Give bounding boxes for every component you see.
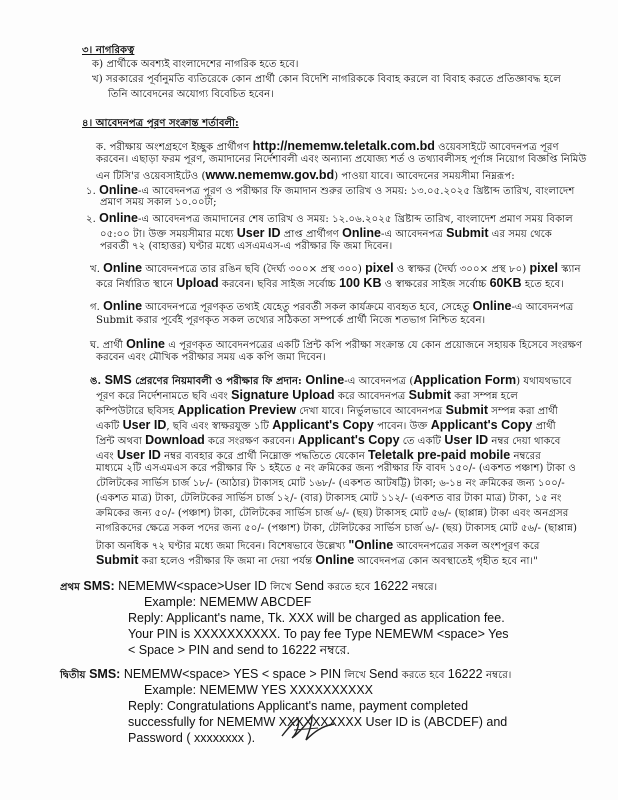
para-uo-line11: নাগরিকদের ক্ষেত্রে সকল পদের জন্য ৫০/- (পঞ্চাশ) টাকা, টেলিটকের সার্ভিস চার্জ ৬/- (ছয়) টাকাসহ মোট ৫৬/- (ছাপ্পান্ন) [96,523,577,534]
para-ka-point2: ২. Online-এ আবেদনপত্র জমাদানের শেষ তারিখ ও সময়: ১২.০৬.২০২৫ খ্রিষ্টাব্দ তারিখ, বাংলাদেশ প্রমাণ সময় বিকাল [86,211,573,225]
para-ka-point1: ১. Online-এ আবেদনপত্র পূরণ ও পরীক্ষার ফি জমাদান শুরুর তারিখ ও সময়: ১৩.০৫.২০২৫ খ্রিষ্টাব্দ তারিখ, বাংলাদেশ [86,183,575,197]
sms1-line1: প্রথম SMS: NEMEMW<space>User ID লিখে Send করতে হবে 16222 নম্বরে। [60,579,438,593]
sms1-reply2: Your PIN is XXXXXXXXXX. To pay fee Type NEMEWM <space> Yes [128,627,509,641]
s3-item-kha: খ) সরকারের পূর্বানুমতি ব্যতিরেকে কোন প্রার্থী কোন বিদেশি নাগরিককে বিবাহ করলে বা বিবাহ করতে প্রতিজ্ঞাবদ্ধ হলে [92,74,561,85]
para-uo-line5: প্রিন্ট অথবা Download করে সংরক্ষণ করবেন। Applicant's Copy তে একটি User ID নম্বর দেয়া থাকবে [96,433,561,447]
signature-image [278,708,338,744]
para-uo-line12: টাকা অনধিক ৭২ ঘণ্টার মধ্যে জমা দিবেন। বিশেষভাবে উল্লেখ্য "Online আবেদনপত্রের সকল অংশপূরণ করে [96,538,540,552]
sms1-reply1: Reply: Applicant's name, Tk. XXX will be charged as application fee. [128,611,505,625]
para-uo-line13: Submit করা হলেও পরীক্ষার ফি জমা না দেয়া পর্যন্ত Online আবেদনপত্র কোন অবস্থাতেই গৃহীত হবে না।" [96,553,538,567]
section-3-heading: ৩। নাগরিকত্ব [82,44,135,56]
s3-item-ka: ক) প্রার্থীকে অবশ্যই বাংলাদেশের নাগরিক হতে হবে। [92,59,299,70]
para-uo-line6: এবং User ID নম্বর ব্যবহার করে প্রার্থী নিম্নোক্ত পদ্ধতিতে যেকোন Teletalk pre-paid mobile নম্বরের [96,448,541,462]
para-gha-line2: করবেন এবং মৌখিক পরীক্ষার সময় এক কপি জমা দিবেন। [96,352,326,363]
para-uo-line3: কম্পিউটারে ছবিসহ Application Preview দেখা যাবে। নির্ভুলভাবে আবেদনপত্র Submit সম্পন্ন করা প্রার্থী [96,403,558,417]
para-ka-point2-cont2: পরবর্তী ৭২ (বাহাত্তর) ঘণ্টার মধ্যে এসএমএস-এ পরীক্ষার ফি জমা দিবেন। [100,241,393,252]
para-uo-line2: পূরণ করে নির্দেশনামতে ছবি এবং Signature Upload করে আবেদনপত্র Submit করা সম্পন্ন হলে [96,388,518,402]
para-uo-line10: ক্রমিকের জন্য ৫০/- (পঞ্চাশ) টাকা, টেলিটকের সার্ভিস চার্জ ৬/- (ছয়) টাকাসহ মোট ৫৬/- (ছাপ্পান্ন) টাকা এবং অনগ্রসর [96,508,569,519]
para-gha-line1: ঘ. প্রার্থী Online এ পূরণকৃত আবেদনপত্রের একটি প্রিন্ট কপি পরীক্ষা সংক্রান্ত যে কোন প্রয়োজনে সহায়ক হিসেবে সংরক্ষণ [90,337,583,351]
para-ga-line1: গ. Online আবেদনপত্রে পূরণকৃত তথ্যই যেহেতু পরবর্তী সকল কার্যক্রমে ব্যবহৃত হবে, সেহেতু Online-এ আবেদনপত্র [90,299,574,313]
para-kha-line2: করে নির্ধারিত স্থানে Upload করবেন। ছবির সাইজ সর্বোচ্চ 100 KB ও স্বাক্ষরের সাইজ সর্বোচ্চ 60KB হতে হবে। [96,276,564,290]
sms2-line1: দ্বিতীয় SMS: NEMEMW<space> YES < space > PIN লিখে Send করতে হবে 16222 নম্বরে। [60,667,512,681]
para-ka-point1-cont: প্রমাণ সময় সকাল ১০.০০টা; [100,197,217,208]
para-uo-line1: ঙ. SMS প্রেরণের নিয়মাবলী ও পরীক্ষার ফি প্রদান: Online-এ আবেদনপত্র (Application Form) যথাযথভাবে [90,373,572,387]
para-uo-line9: (একশত মাত্র) টাকা, টেলিটকের সার্ভিস চার্জ ১২/- (বার) টাকাসহ মোট ১১২/- (একশত বার টাকা মাত্র) টাকা, ১৫ নং [96,493,562,504]
sms1-reply3: < Space > PIN and send to 16222 নম্বরে. [128,643,351,657]
sms2-reply1: Reply: Congratulations Applicant's name, payment completed [128,699,469,713]
para-uo-line7: মাধ্যমে ২টি এসএমএস করে পরীক্ষার ফি ১ হইতে ৫ নং ক্রমিকের জন্য পরীক্ষার ফি বাবদ ১৫০/- (একশত পঞ্চাশ) টাকা ও [96,463,576,474]
sms2-example: Example: NEMEMW YES XXXXXXXXXX [144,683,374,697]
s3-item-kha-cont: তিনি আবেদনের অযোগ্য বিবেচিত হবেন। [108,89,274,100]
para-uo-line4: একটি User ID, ছবি এবং স্বাক্ষরযুক্ত ১টি Applicant's Copy পাবেন। উক্ত Applicant's Copy প্রার্থী [96,418,556,432]
para-kha-line1: খ. Online আবেদনপত্রে তার রঙিন ছবি (দৈর্ঘ্য ৩০০× প্রস্থ ৩০০) pixel ও স্বাক্ষর (দৈর্ঘ্য ৩০০× প্রস্থ ৮০) pixel স্ক্যান [90,261,581,275]
para-ka-line1: ক. পরীক্ষায় অংশগ্রহণে ইচ্ছুক প্রার্থীগণ http://nememw.teletalk.com.bd ওয়েবসাইটে আবেদনপত্র পূরণ [96,139,559,153]
sms2-reply3: Password ( xxxxxxxx ). [128,731,256,745]
para-ga-line2: Submit করার পূর্বেই পূরণকৃত সকল তথ্যের সঠিকতা সম্পর্কে প্রার্থী নিজে শতভাগ নিশ্চিত হবেন। [96,315,486,326]
sms2-reply2: successfully for NEMEMW XXXXXXXXXX User ID is (ABCDEF) and [128,715,508,729]
para-uo-line8: টেলিটকের সার্ভিস চার্জ ১৮/- (আঠার) টাকাসহ মোট ১৬৮/- (একশত আটষট্টি) টাকা; ৬-১৪ নং ক্রমিকের জন্য ১০০/- [96,478,565,489]
section-4-heading: ৪। আবেদনপত্র পূরণ সংক্রান্ত শর্তাবলী: [82,117,239,129]
para-ka-line2: করবেন। এছাড়া ফরম পূরণ, জমাদানের নির্দেশাবলী এবং অন্যান্য প্রযোজ্য শর্ত ও তথ্যাবলীসহ পূর্ণাঙ্গ নিয়োগ বিজ্ঞপ্তি নিমিউ [96,154,587,165]
para-ka-point2-cont1: ০৫:০০ টা। উক্ত সময়সীমার মধ্যে User ID প্রাপ্ত প্রার্থীগণ Online-এ আবেদনপত্র Submit এর সময় থেকে [100,226,552,240]
sms1-example: Example: NEMEMW ABCDEF [144,595,312,609]
para-ka-line3: এন টিসি'র ওয়েবসাইটেও (www.nememw.gov.bd) পাওয়া যাবে। আবেদনের সময়সীমা নিম্নরূপ: [96,168,515,182]
